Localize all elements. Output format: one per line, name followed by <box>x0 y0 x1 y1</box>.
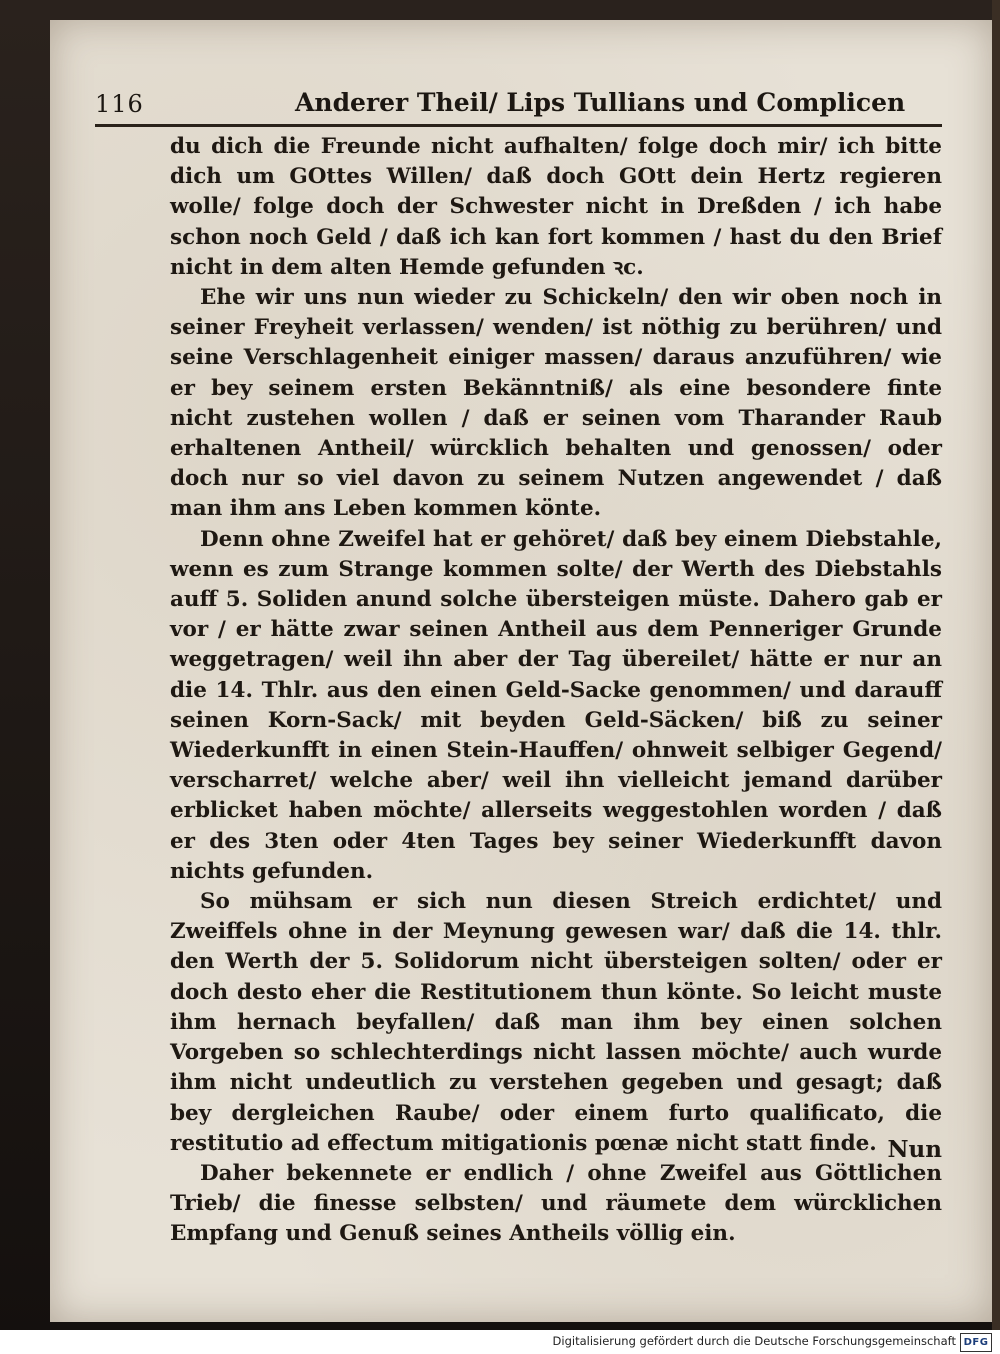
paragraph-continuation: du dich die Freunde nicht aufhalten/ folge doch mir/ ich bitte dich um GOttes Willen/ daß doch GOtt dein Hertz regieren wolle/ folge doch der Schwester nicht in Dreßden / ich habe schon noch Geld / daß ich kan fort kommen / hast du den Brief nicht in dem alten Hemde gefunden ꝛc. <box>170 134 942 280</box>
page-header <box>95 86 940 128</box>
funding-credit: Digitalisierung gefördert durch die Deutsche Forschungsgemeinschaft <box>552 1334 956 1348</box>
paragraph: Daher bekennete er endlich / ohne Zweifel aus Göttlichen Trieb/ die finesse selbsten/ und räumete dem würcklichen Empfang und Genuß seines Antheils völlig ein. <box>170 1160 942 1247</box>
book-edge <box>992 0 1000 1354</box>
paragraph: Denn ohne Zweifel hat er gehöret/ daß bey einem Diebstahle, wenn es zum Strange kommen solte/ der Werth des Diebstahls auff 5. Soliden anund solche übersteigen müste. Dahero gab er vor / er hätte zwar seinen Antheil aus dem Penneriger Grunde weggetragen/ weil ihn aber der Tag übereilet/ hätte er nur an die 14. Thlr. aus den einen Geld-Sacke genommen/ und darauff seinen Korn-Sack/ mit beyden Geld-Säcken/ biß zu seiner Wiederkunfft in einen Stein-Hauffen/ ohnweit selbiger Gegend/ verscharret/ welche aber/ weil ihn vielleicht jemand darüber erblicket haben möchte/ allerseits weggestohlen worden / daß er des 3ten oder 4ten Tages bey seiner Wiederkunfft davon nichts gefunden. <box>170 526 942 884</box>
main-text <box>170 132 942 1250</box>
footer-bar <box>0 1330 1000 1354</box>
catchword: Nun <box>887 1136 942 1163</box>
paragraph: So mühsam er sich nun diesen Streich erdichtet/ und Zweiffels ohne in der Meynung gewesen war/ daß die 14. thlr. den Werth der 5. Solidorum nicht übersteigen solten/ oder er doch desto eher die Restitutionem thun könte. So leicht muste ihm hernach beyfallen/ daß man ihm bey einen solchen Vorgeben so schlechterdings nicht lassen möchte/ auch wurde ihm nicht undeutlich zu verstehen gegeben und gesagt; daß bey dergleichen Raube/ oder einem furto qualificato, die restitutio ad effectum mitigationis pœnæ nicht statt finde. <box>170 889 942 1156</box>
paragraph: Ehe wir uns nun wieder zu Schickeln/ den wir oben noch in seiner Freyheit verlassen/ wenden/ ist nöthig zu berühren/ und seine Verschlagenheit einiger massen/ daraus anzuführen/ wie er bey seinem ersten Bekänntniß/ als eine besondere finte nicht zustehen wollen / daß er seinen vom Tharander Raub erhaltenen Antheil/ würcklich behalten und genossen/ oder doch nur so viel davon zu seinem Nutzen angewendet / daß man ihm ans Leben kommen könte. <box>170 285 942 522</box>
header-rule <box>95 124 942 127</box>
page-number: 116 <box>95 90 144 118</box>
dfg-logo-icon: DFG <box>960 1333 992 1352</box>
running-title: Anderer Theil/ Lips Tullians und Complicen <box>295 88 906 117</box>
